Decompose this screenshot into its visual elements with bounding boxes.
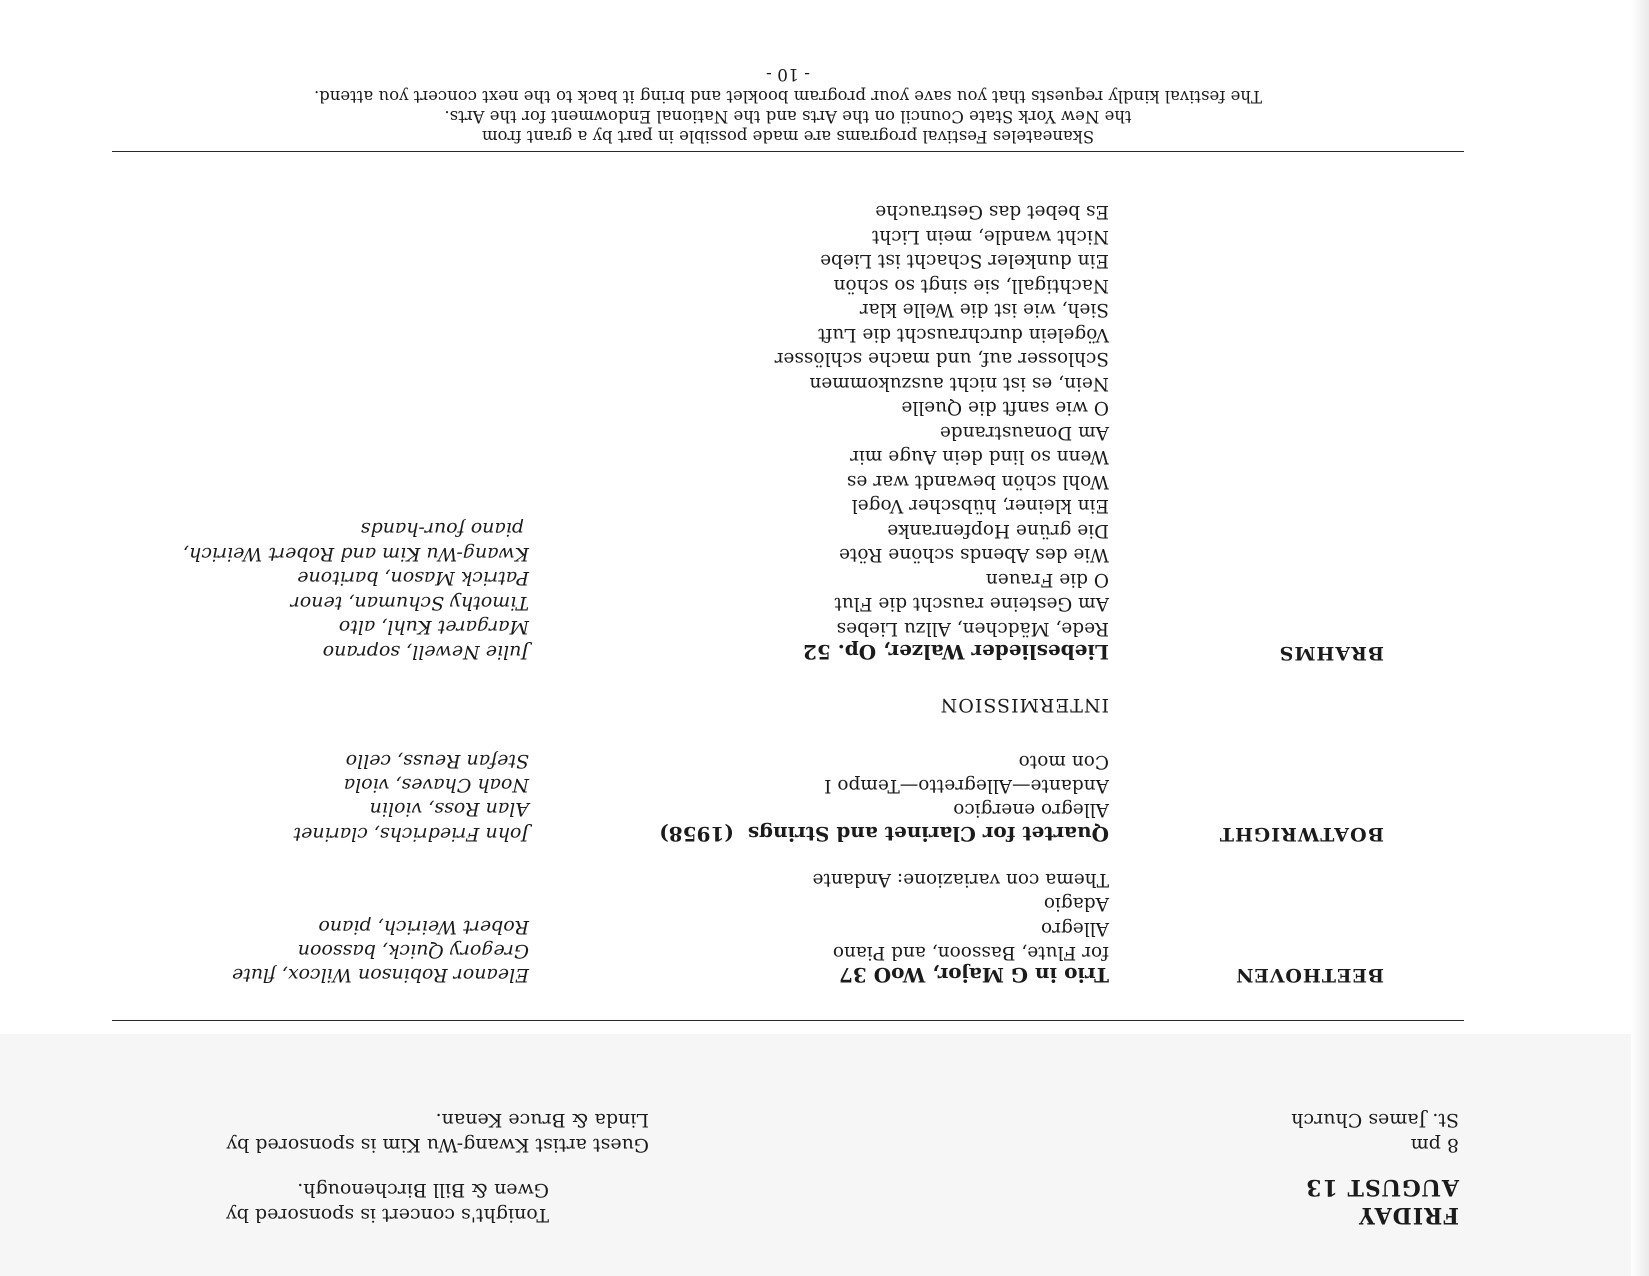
work-line: for Flute, Bassoon, and Piano bbox=[832, 942, 1109, 963]
song-line: O die Frauen bbox=[985, 569, 1109, 590]
performer: Julie Newell, soprano bbox=[322, 641, 529, 663]
movement-line: Con moto bbox=[1018, 751, 1109, 772]
footer-rule bbox=[112, 151, 1464, 152]
performer: John Friedrichs, clarinet bbox=[293, 823, 529, 845]
song-line: Vögelein durchrauscht die Luft bbox=[818, 324, 1109, 345]
song-line: Wohl schön bewandt war es bbox=[846, 471, 1109, 492]
song-line: Ein dunkeler Schacht ist Liebe bbox=[820, 250, 1109, 272]
song-line: Nicht wandle, mein Licht bbox=[871, 226, 1109, 247]
movement-line: Thema con variazione: Andante bbox=[812, 869, 1109, 890]
song-line: Rede, Mädchen, Allzu Liebes bbox=[836, 618, 1109, 639]
song-line: Am Donaustrande bbox=[939, 422, 1109, 443]
sponsor-concert-line-2: Gwen & Bill Birchenough. bbox=[297, 1179, 549, 1201]
footer-notes bbox=[112, 86, 1464, 146]
performer: Robert Weirich, piano bbox=[318, 916, 529, 938]
performer: Patrick Mason, baritone bbox=[297, 567, 529, 590]
song-line: Es bebet das Gestrauche bbox=[875, 201, 1109, 223]
song-line: Wenn so lind dein Auge mir bbox=[850, 446, 1109, 468]
song-line: Die grüne Hopfenranke bbox=[887, 520, 1109, 541]
work-title-beethoven: Trio in G Major, WoO 37 bbox=[838, 963, 1109, 987]
performer: Margaret Kuhl, alto bbox=[338, 616, 529, 639]
sponsor-concert-line-1: Tonight's concert is sponsored by bbox=[225, 1204, 549, 1226]
sponsor-artist-line-1: Guest artist Kwang-Wu Kim is sponsored by bbox=[226, 1134, 649, 1156]
sponsor-artist-line-2: Linda & Bruce Kenan. bbox=[435, 1109, 649, 1131]
movement-line: Andante—Allegretto—Tempo I bbox=[824, 775, 1109, 796]
footer-line: The festival kindly requests that you save your program booklet and bring it back to the next concert you attend. bbox=[313, 87, 1263, 106]
movement-line: Allegro bbox=[1041, 918, 1109, 939]
work-title-boatwright: Quartet for Clarinet and Strings (1958) bbox=[659, 822, 1109, 846]
song-line: Am Gesteine rauscht die Flut bbox=[834, 593, 1109, 615]
performer: Noah Chaves, viola bbox=[343, 774, 529, 796]
footer-line: the New York State Council on the Arts and the National Endowment for the Arts. bbox=[444, 107, 1132, 126]
time-label: 8 pm bbox=[1410, 1134, 1459, 1156]
movement-line: Allegro energico bbox=[953, 799, 1109, 820]
song-line: Schlosser auf, und mache schlösser bbox=[774, 348, 1109, 370]
song-line: Ein kleiner, hübscher Vogel bbox=[851, 495, 1109, 517]
performer: Stefan Reuss, cello bbox=[345, 750, 529, 772]
day-label: FRIDAY bbox=[1358, 1202, 1459, 1228]
song-line: Nein, es ist nicht auszukommen bbox=[809, 373, 1109, 394]
movement-line: Adagio bbox=[1043, 893, 1109, 914]
performer: Alan Ross, violin bbox=[369, 798, 529, 820]
performer: Gregory Quick, bassoon bbox=[297, 940, 529, 962]
performer: piano four-hands bbox=[360, 518, 524, 541]
date-label: AUGUST 13 bbox=[1305, 1174, 1459, 1200]
song-line: Sieh, wie ist die Welle klar bbox=[859, 299, 1109, 321]
performer: Kwang-Wu Kim and Robert Weirich, bbox=[183, 543, 529, 565]
header-rule bbox=[112, 1020, 1464, 1021]
intermission-label: INTERMISSION bbox=[939, 694, 1109, 716]
footer-line: Skaneateles Festival programs are made possible in part by a grant from bbox=[481, 127, 1095, 146]
work-title-brahms: Liebeslieder Walzer, Op. 52 bbox=[802, 640, 1109, 664]
brahms-performer-list bbox=[183, 517, 529, 664]
scan-edge-shadow bbox=[1631, 0, 1649, 1276]
song-line: O wie sanft die Quelle bbox=[901, 397, 1109, 419]
venue-label: St. James Church bbox=[1291, 1109, 1459, 1131]
performer: Eleanor Robinson Wilcox, flute bbox=[231, 964, 529, 986]
page-number: - 10 - bbox=[766, 64, 810, 84]
song-line: Wie des Abends schöne Röte bbox=[839, 544, 1109, 566]
performer: Timothy Schuman, tenor bbox=[290, 592, 529, 614]
song-line: Nachtigall, sie singt so schön bbox=[833, 275, 1109, 296]
composer-brahms: BRAHMS bbox=[1278, 642, 1384, 664]
brahms-song-list bbox=[775, 199, 1109, 640]
composer-boatwright: BOATWRIGHT bbox=[1218, 823, 1384, 845]
composer-beethoven: BEETHOVEN bbox=[1235, 964, 1384, 986]
